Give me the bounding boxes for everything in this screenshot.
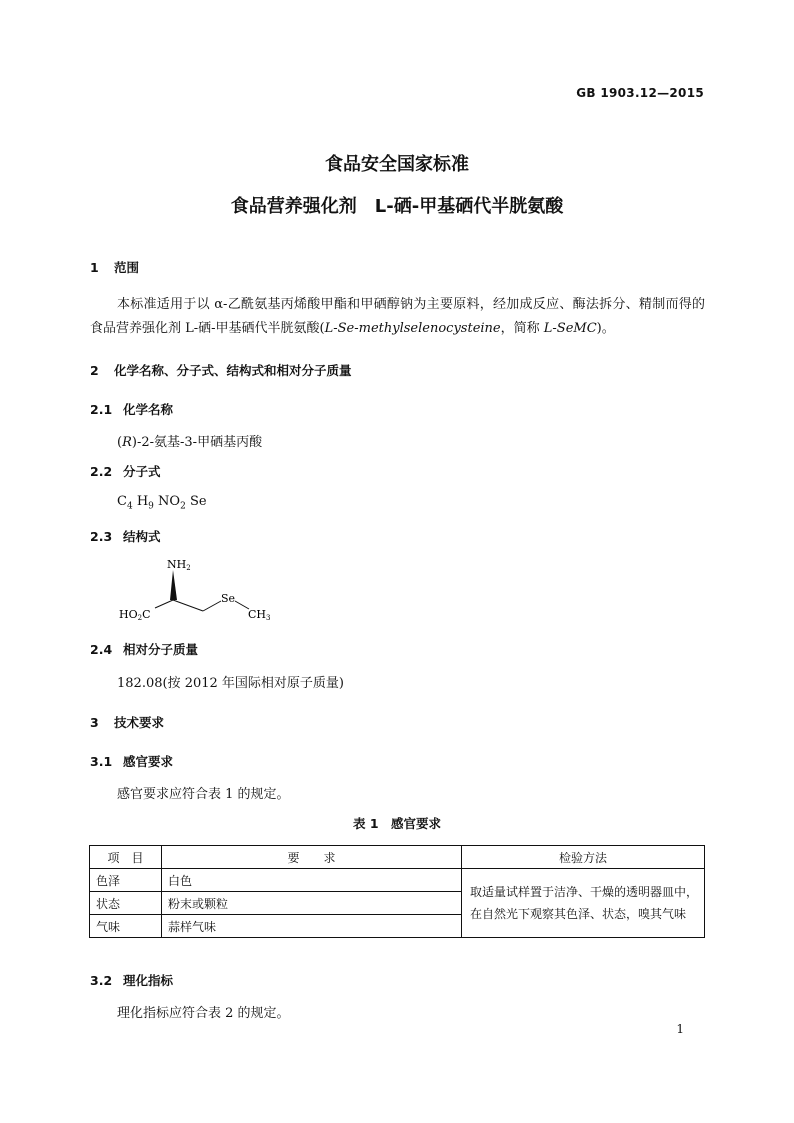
bond-se xyxy=(203,601,221,611)
section-2-2-heading xyxy=(90,462,161,480)
section-3-1-heading xyxy=(90,752,173,770)
scope-paragraph xyxy=(90,293,705,341)
chemical-name-rest: -2-氨基-3-甲硒基丙酸 xyxy=(136,435,263,450)
method-line-2: 在自然光下观察其色泽、状态，嗅其气味 xyxy=(470,907,687,921)
ch3-label: CH3 xyxy=(248,608,271,622)
row-item: 状态 xyxy=(90,892,162,915)
row-requirement: 蒜样气味 xyxy=(162,915,462,938)
section-number: 2 xyxy=(90,363,99,378)
scope-text-2: ，简称 xyxy=(500,321,544,336)
structural-formula xyxy=(115,556,275,624)
section-title: 技术要求 xyxy=(114,715,165,730)
se-label: Se xyxy=(221,592,236,605)
standard-code: GB 1903.12—2015 xyxy=(576,86,704,100)
formula-h-count: 9 xyxy=(148,501,154,512)
formula-h: H xyxy=(136,494,149,509)
document-title-line1: 食品安全国家标准 xyxy=(325,154,469,175)
section-number: 2.4 xyxy=(90,642,113,657)
section-number: 2.1 xyxy=(90,402,113,417)
scope-text-1: 本标准适用于以 α-乙酰氨基丙烯酸甲酯和甲硒醇钠为主要原料，经加成反应、酶法拆分、精制而得的食品营养强化剂 L-硒-甲基硒代半胱氨酸( xyxy=(90,297,705,336)
header-requirement: 要 求 xyxy=(162,846,462,869)
section-3-2-heading xyxy=(90,971,173,989)
scope-abbreviation: L-SeMC xyxy=(543,321,597,336)
table-1-caption: 表 1 感官要求 xyxy=(352,816,442,831)
sensory-requirements-table xyxy=(89,845,705,938)
section-title: 化学名称、分子式、结构式和相对分子质量 xyxy=(114,363,352,378)
scope-text-3: )。 xyxy=(596,321,615,336)
section-title: 理化指标 xyxy=(123,973,174,988)
bond-carboxyl xyxy=(155,600,173,608)
section-number: 2.3 xyxy=(90,529,113,544)
row-requirement: 白色 xyxy=(162,869,462,892)
physicochemical-indicators-text: 理化指标应符合表 2 的规定。 xyxy=(117,1006,290,1021)
document-title-line2: 食品营养强化剂 L-硒-甲基硒代半胱氨酸 xyxy=(230,196,564,217)
section-number: 2.2 xyxy=(90,464,113,479)
row-method xyxy=(462,869,705,938)
row-item: 色泽 xyxy=(90,869,162,892)
formula-se: Se xyxy=(189,494,207,509)
ho2c-label: HO2C xyxy=(119,608,151,622)
chemical-name: (R)-2-氨基-3-甲硒基丙酸 xyxy=(117,435,263,450)
header-item: 项 目 xyxy=(90,846,162,869)
section-title: 分子式 xyxy=(123,464,161,479)
section-3-heading xyxy=(90,713,164,731)
section-number: 3.1 xyxy=(90,754,113,769)
section-number: 1 xyxy=(90,260,99,275)
formula-c-count: 4 xyxy=(126,501,133,512)
molecular-mass: 182.08(按 2012 年国际相对原子质量) xyxy=(117,676,344,691)
formula-o-count: 2 xyxy=(180,501,186,512)
section-title: 相对分子质量 xyxy=(123,642,199,657)
section-number: 3 xyxy=(90,715,99,730)
section-2-4-heading xyxy=(90,640,198,658)
section-2-3-heading xyxy=(90,527,161,545)
bond-ch2 xyxy=(173,600,203,611)
row-requirement: 粉末或颗粒 xyxy=(162,892,462,915)
method-line-1: 取适量试样置于洁净、干燥的透明器皿中， xyxy=(470,885,699,899)
formula-no: NO xyxy=(158,494,181,509)
scope-english-name: L-Se-methylselenocysteine xyxy=(324,321,501,336)
nh2-label: NH2 xyxy=(167,558,191,572)
table-header-row xyxy=(90,846,705,869)
section-2-1-heading xyxy=(90,400,173,418)
row-item: 气味 xyxy=(90,915,162,938)
molecular-formula xyxy=(117,494,207,512)
header-method: 检验方法 xyxy=(462,846,705,869)
section-number: 3.2 xyxy=(90,973,113,988)
section-title: 化学名称 xyxy=(123,402,174,417)
bond-methyl xyxy=(235,601,249,609)
section-1-heading xyxy=(90,258,139,276)
chemical-name-r: R xyxy=(122,435,132,450)
section-2-heading xyxy=(90,361,352,379)
sensory-requirements-text: 感官要求应符合表 1 的规定。 xyxy=(117,787,290,802)
section-title: 结构式 xyxy=(123,529,161,544)
page-number: 1 xyxy=(676,1022,684,1036)
section-title: 感官要求 xyxy=(123,754,174,769)
section-title: 范围 xyxy=(114,260,140,275)
table-row xyxy=(90,869,705,892)
formula-c: C xyxy=(117,494,127,509)
wedge-bond xyxy=(170,570,177,600)
